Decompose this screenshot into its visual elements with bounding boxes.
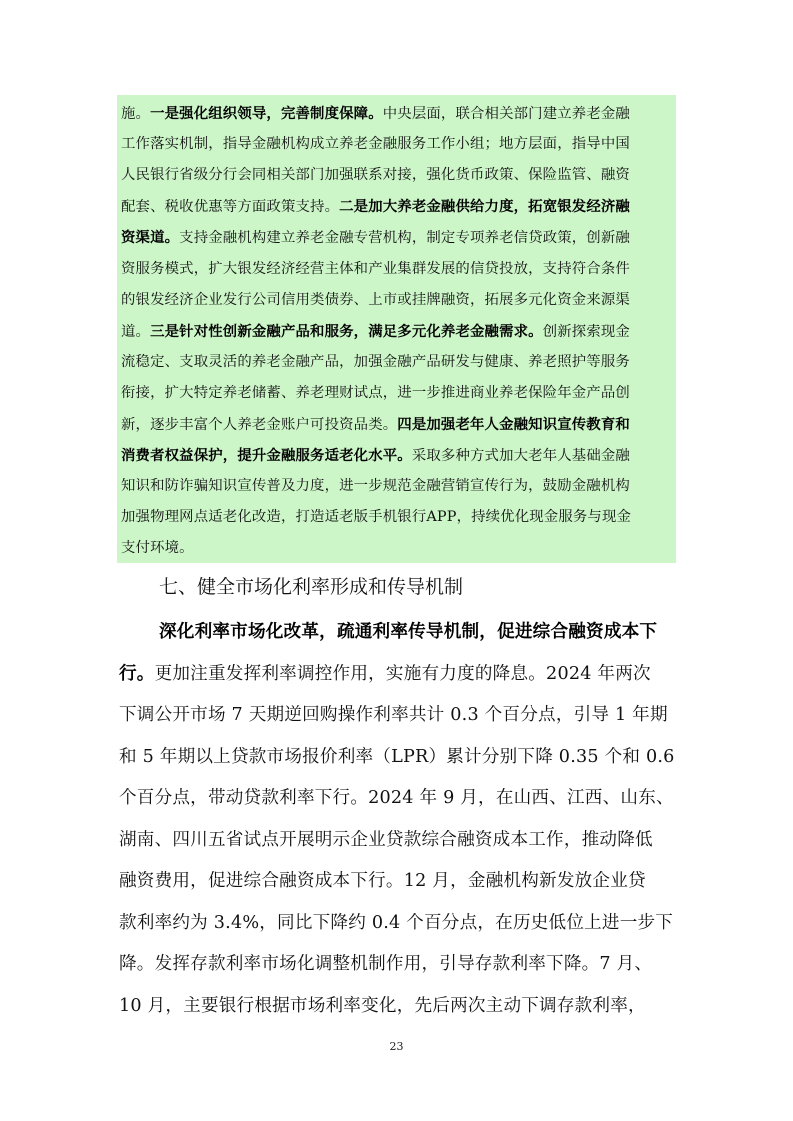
- paragraph-line: [119, 908, 673, 938]
- paragraph-line: [119, 991, 646, 1021]
- text-segment: 衔接，扩大特定养老储蓄、养老理财试点，进一步推进商业养老保险年金产品创: [121, 384, 630, 401]
- box-text-line: [121, 470, 630, 503]
- text-segment: 10 月，主要银行根据市场利率变化，先后两次主动下调存款利率，: [119, 995, 646, 1016]
- text-segment: 中央层面，联合相关部门建立养老金融: [382, 106, 630, 122]
- text-segment: 支付环境。: [121, 540, 194, 557]
- bold-text: 一是强化组织领导，完善制度保障。: [150, 105, 383, 122]
- text-segment: 湖南、四川五省试点开展明示企业贷款综合融资成本工作，推动降低: [119, 829, 653, 850]
- box-text-line: [121, 377, 630, 410]
- bold-text: 行。: [119, 662, 155, 684]
- paragraph-line: [119, 949, 652, 979]
- paragraph-line: [119, 866, 646, 896]
- text-segment: 加强物理网点适老化改造，打造适老版手机银行APP，持续优化现金服务与现金: [121, 509, 632, 526]
- box-text-line: [121, 284, 630, 317]
- text-segment: 支持金融机构建立养老金融专营机构，制定专项养老信贷政策，创新融: [179, 230, 630, 247]
- box-text-line: [121, 128, 630, 161]
- highlighted-text-box: [117, 95, 676, 563]
- text-segment: 个百分点，带动贷款利率下行。2024 年 9 月，在山西、江西、山东、: [119, 788, 674, 808]
- text-segment: 知识和防诈骗知识宣传普及力度，进一步规范金融营销宣传行为，鼓励金融机构: [121, 478, 630, 495]
- bold-text: 资渠道。: [121, 229, 180, 247]
- section-heading: 七、健全市场化利率形成和传导机制: [159, 576, 464, 598]
- text-segment: 资服务模式，扩大银发经济经营主体和产业集群发展的信贷投放，支持符合条件: [121, 260, 630, 277]
- bold-text: 四是加强老年人金融知识宣传教育和: [397, 416, 630, 433]
- text-segment: 人民银行省级分行会同相关部门加强联系对接，强化货币政策、保险监管、融资: [121, 167, 630, 184]
- paragraph-line: [119, 825, 653, 855]
- bold-text: 二是加大养老金融供给力度，拓宽银发经济融: [339, 198, 630, 216]
- box-text-line: [121, 159, 630, 192]
- text-segment: 施。: [121, 106, 151, 122]
- box-text-line: [121, 221, 630, 254]
- paragraph-line: [159, 617, 657, 647]
- bold-text: 三是针对性创新金融产品和服务，满足多元化养老金融需求。: [150, 322, 543, 340]
- paragraph-line: [119, 783, 674, 813]
- page-number: 23: [389, 1040, 404, 1053]
- text-segment: 下调公开市场 7 天期逆回购操作利率共计 0.3 个百分点，引导 1 年期: [119, 705, 668, 725]
- text-segment: 更加注重发挥利率调控作用，实施有力度的降息。2024 年两次: [154, 663, 651, 684]
- text-segment: 创新探索现金: [542, 323, 630, 340]
- box-text-line: [121, 408, 630, 441]
- box-text-line: [121, 253, 630, 286]
- box-text-line: [121, 190, 630, 223]
- bold-text: 消费者权益保护，提升金融服务适老化水平。: [121, 447, 412, 465]
- paragraph-line: [119, 742, 675, 772]
- box-text-line: [121, 501, 631, 534]
- box-text-line: [121, 346, 630, 379]
- text-segment: 工作落实机制，指导金融机构成立养老金融服务工作小组；地方层面，指导中国: [121, 136, 630, 153]
- paragraph-line: [119, 659, 651, 689]
- text-segment: 融资费用，促进综合融资成本下行。12 月，金融机构新发放企业贷: [119, 871, 646, 891]
- box-text-line: [121, 439, 630, 472]
- text-segment: 款利率约为 3.4%，同比下降约 0.4 个百分点，在历史低位上进一步下: [119, 912, 674, 933]
- text-segment: 的银发经济企业发行公司信用类债券、上市或挂牌融资，拓展多元化资金来源渠: [121, 291, 630, 308]
- text-segment: 新，逐步丰富个人养老金账户可投资品类。: [121, 417, 398, 433]
- box-text-line: [121, 97, 630, 130]
- box-text-line: [121, 315, 630, 348]
- bold-text: 深化利率市场化改革，疏通利率传导机制，促进综合融资成本下: [159, 621, 658, 642]
- text-segment: 流稳定、支取灵活的养老金融产品，加强金融产品研发与健康、养老照护等服务: [121, 353, 630, 370]
- text-segment: 降。发挥存款利率市场化调整机制作用，引导存款利率下降。7 月、: [119, 954, 653, 974]
- text-segment: 道。: [121, 323, 151, 340]
- text-segment: 配套、税收优惠等方面政策支持。: [121, 199, 340, 216]
- box-text-line: [121, 532, 194, 565]
- text-segment: 采取多种方式加大老年人基础金融: [411, 448, 630, 465]
- text-segment: 和 5 年期以上贷款市场报价利率（LPR）累计分别下降 0.35 个和 0.6: [119, 746, 675, 767]
- paragraph-line: [119, 700, 668, 730]
